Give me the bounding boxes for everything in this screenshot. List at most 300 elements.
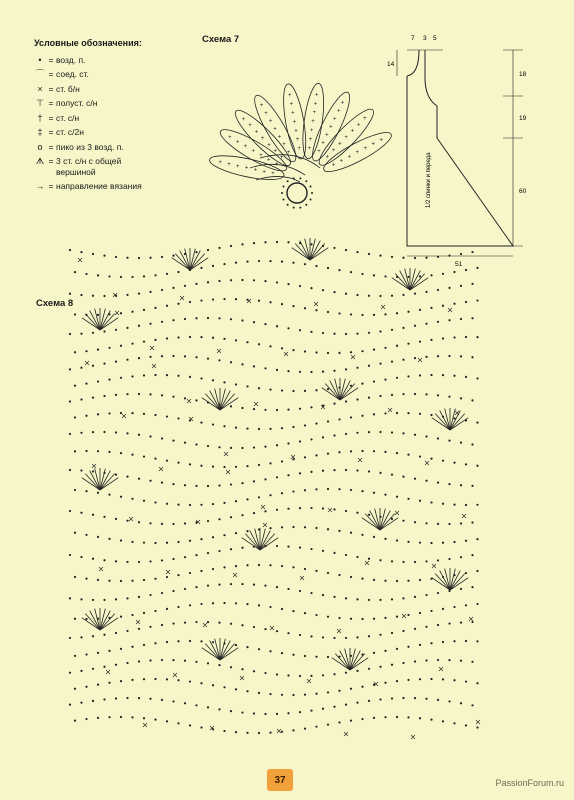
- scheme8-dot: [184, 702, 186, 704]
- scheme8-dot: [85, 383, 87, 385]
- scheme8-dot: [437, 289, 439, 291]
- scheme8-dot: [402, 359, 404, 361]
- scheme8-dot: [230, 548, 232, 550]
- scheme8-dot: [453, 679, 455, 681]
- scheme8-dot: [356, 598, 358, 600]
- scheme7-stitch-mark: +: [311, 119, 315, 126]
- scheme8-dot: [149, 257, 151, 259]
- scheme8-dot: [103, 255, 105, 257]
- scheme8-dot: [212, 265, 214, 267]
- scheme8-dot: [189, 724, 191, 726]
- scheme8-dot: [322, 289, 324, 291]
- scheme8-dot: [402, 630, 404, 632]
- scheme8-dot: [177, 271, 179, 273]
- scheme8-dot: [396, 496, 398, 498]
- scheme8-dot: [161, 289, 163, 291]
- scheme8-dot: [264, 323, 266, 325]
- scheme8-dot: [200, 465, 202, 467]
- scheme8-dot: [230, 483, 232, 485]
- legend-item-chain: [34, 55, 144, 66]
- scheme8-dot: [195, 317, 197, 319]
- scheme8-dot: [103, 431, 105, 433]
- scheme8-dot: [379, 599, 381, 601]
- scheme8-dot: [120, 276, 122, 278]
- scheme8-dot: [414, 596, 416, 598]
- scheme8-dot: [361, 350, 363, 352]
- scheme8-dot: [143, 542, 145, 544]
- scheme8-dot: [69, 469, 71, 471]
- scheme8-dot: [322, 470, 324, 472]
- scheme8-dot: [442, 720, 444, 722]
- scheme8-dot: [425, 698, 427, 700]
- scheme8-dot: [184, 318, 186, 320]
- scheme8-dot: [287, 408, 289, 410]
- scheme8-dot: [281, 731, 283, 733]
- scheme8-dot: [253, 242, 255, 244]
- scheme8-dot: [258, 564, 260, 566]
- scheme8-dot: [345, 249, 347, 251]
- scheme8-dot: [333, 673, 335, 675]
- scheme8-dot: [230, 447, 232, 449]
- scheme8-dot: [120, 716, 122, 718]
- scheme8-dot: [177, 303, 179, 305]
- scheme8-dot: [189, 604, 191, 606]
- scheme8-dot: [172, 483, 174, 485]
- scheme7-stitch-mark: +: [331, 162, 336, 169]
- scheme8-dot: [460, 318, 462, 320]
- scheme8-dot: [230, 623, 232, 625]
- scheme8-dot: [310, 243, 312, 245]
- scheme8-dot: [80, 432, 82, 434]
- scheme8-dot: [292, 694, 294, 696]
- scheme8-dot: [207, 706, 209, 708]
- scheme7-ring-dot: [287, 204, 289, 206]
- scheme8-dot: [74, 351, 76, 353]
- scheme8-dot: [356, 702, 358, 704]
- scheme8-dot: [430, 610, 432, 612]
- scheme8-dot: [304, 307, 306, 309]
- scheme8-dot: [442, 460, 444, 462]
- scheme8-dot: [115, 394, 117, 396]
- scheme7-ring-dot: [305, 204, 307, 206]
- scheme8-dot: [172, 255, 174, 257]
- scheme8-dot: [131, 541, 133, 543]
- scheme8-dot: [315, 265, 317, 267]
- scheme8-dot: [281, 460, 283, 462]
- scheme8-dot: [350, 576, 352, 578]
- scheme8-dot: [419, 500, 421, 502]
- scheme7-stitch-mark: +: [248, 123, 252, 130]
- scheme8-dot: [338, 269, 340, 271]
- scheme8-dot: [143, 579, 145, 581]
- scheme8-dot: [373, 349, 375, 351]
- scheme8-dot: [258, 692, 260, 694]
- scheme7-stitch-mark: +: [339, 158, 344, 165]
- scheme8-dot: [246, 260, 248, 262]
- scheme8-dot: [373, 492, 375, 494]
- scheme8-dot: [327, 616, 329, 618]
- scheme8-dot: [315, 309, 317, 311]
- scheme8-dot: [304, 568, 306, 570]
- scheme8-dot: [292, 349, 294, 351]
- scheme8-dot: [448, 659, 450, 661]
- scheme7-stitch-mark: +: [235, 139, 240, 146]
- scheme8-dot: [407, 580, 409, 582]
- scheme8-dot: [149, 480, 151, 482]
- scheme8-dot: [161, 699, 163, 701]
- scheme8-dot: [207, 485, 209, 487]
- scheme8-dot: [74, 489, 76, 491]
- scheme8-dot: [195, 661, 197, 663]
- scheme8-dot: [264, 446, 266, 448]
- scheme8-dot: [138, 325, 140, 327]
- legend-item-direction: [34, 181, 144, 192]
- scheme8-dot: [333, 291, 335, 293]
- scheme8-dot: [437, 355, 439, 357]
- scheme8-dot: [345, 469, 347, 471]
- scheme8-dot: [172, 659, 174, 661]
- scheme8-dot: [161, 437, 163, 439]
- scheme8-dot: [241, 279, 243, 281]
- scheme8-dot: [195, 554, 197, 556]
- scheme8-dot: [368, 635, 370, 637]
- scheme7-stitch-mark: +: [297, 145, 301, 152]
- scheme8-dot: [166, 374, 168, 376]
- scheme8-dot: [241, 407, 243, 409]
- scheme7-stitch-mark: +: [274, 161, 279, 168]
- scheme8-dot: [384, 538, 386, 540]
- scheme8-dot: [453, 375, 455, 377]
- scheme8-dot: [396, 716, 398, 718]
- scheme8-dot: [281, 608, 283, 610]
- scheme7-ring-dot: [305, 180, 307, 182]
- scheme8-dot: [419, 455, 421, 457]
- scheme8-dot: [230, 710, 232, 712]
- scheme8-dot: [241, 514, 243, 516]
- scheme8-dot: [246, 465, 248, 467]
- scheme8-dot: [350, 351, 352, 353]
- scheme8-dot: [299, 371, 301, 373]
- scheme8-dot: [310, 507, 312, 509]
- scheme8-dot: [350, 489, 352, 491]
- scheme7-stitch-mark: +: [277, 134, 282, 141]
- scheme8-dot: [115, 664, 117, 666]
- scheme8-dot: [85, 350, 87, 352]
- scheme8-dot: [361, 578, 363, 580]
- scheme8-dot: [327, 488, 329, 490]
- scheme8-dot: [402, 327, 404, 329]
- scheme8-dot: [235, 688, 237, 690]
- scheme7-stitch-mark: +: [336, 108, 341, 115]
- scheme8-dot: [310, 548, 312, 550]
- scheme8-dot: [207, 445, 209, 447]
- scheme8-dot: [430, 307, 432, 309]
- scheme8-dot: [419, 579, 421, 581]
- scheme8-dot: [161, 559, 163, 561]
- scheme8-dot: [138, 478, 140, 480]
- scheme8-dot: [97, 349, 99, 351]
- pattern-right-label-60: 60: [519, 188, 527, 195]
- legend: [34, 38, 144, 196]
- scheme8-dot: [126, 597, 128, 599]
- scheme8-dot: [391, 295, 393, 297]
- scheme8-dot: [361, 273, 363, 275]
- scheme8-dot: [333, 333, 335, 335]
- legend-item-text: пико из 3 возд. п.: [56, 141, 124, 152]
- scheme8-dot: [120, 539, 122, 541]
- scheme8-dot: [419, 275, 421, 277]
- scheme8-dot: [281, 652, 283, 654]
- scheme8-dot: [172, 523, 174, 525]
- scheme8-dot: [92, 599, 94, 601]
- scheme8-dot: [396, 412, 398, 414]
- scheme8-dot: [430, 678, 432, 680]
- scheme8-dot: [350, 271, 352, 273]
- scheme8-dot: [154, 578, 156, 580]
- scheme8-dot: [448, 700, 450, 702]
- scheme8-dot: [396, 616, 398, 618]
- scheme8-dot: [92, 365, 94, 367]
- scheme8-dot: [391, 431, 393, 433]
- scheme8-dot: [281, 526, 283, 528]
- scheme8-dot: [361, 314, 363, 316]
- scheme8-dot: [258, 387, 260, 389]
- scheme8-dot: [69, 597, 71, 599]
- scheme8-dot: [471, 485, 473, 487]
- scheme8-dot: [103, 295, 105, 297]
- scheme8-dot: [246, 690, 248, 692]
- scheme8-dot: [315, 570, 317, 572]
- scheme8-dot: [437, 321, 439, 323]
- scheme8-dot: [453, 606, 455, 608]
- scheme8-dot: [189, 301, 191, 303]
- scheme8-dot: [292, 654, 294, 656]
- scheme8-dot: [172, 355, 174, 357]
- scheme8-dot: [281, 694, 283, 696]
- scheme8-dot: [69, 672, 71, 674]
- scheme8-dot: [379, 363, 381, 365]
- scheme8-dot: [299, 675, 301, 677]
- scheme8-dot: [138, 628, 140, 630]
- scheme8-dot: [407, 343, 409, 345]
- scheme8-dot: [85, 718, 87, 720]
- scheme8-dot: [253, 408, 255, 410]
- scheme8-dot: [154, 307, 156, 309]
- scheme7-stitch-mark: +: [227, 161, 231, 168]
- scheme8-dot: [149, 356, 151, 358]
- scheme8-dot: [304, 263, 306, 265]
- scheme8-dot: [189, 376, 191, 378]
- scheme8-dot: [241, 668, 243, 670]
- half-double-crochet-icon: ⊤: [36, 98, 44, 108]
- scheme8-dot: [138, 357, 140, 359]
- scheme8-dot: [396, 539, 398, 541]
- scheme8-dot: [453, 722, 455, 724]
- single-crochet-cross-icon: ×: [37, 83, 43, 94]
- scheme7-stitch-mark: +: [317, 148, 321, 155]
- scheme7-ring-dot: [310, 199, 312, 201]
- scheme8-dot: [460, 253, 462, 255]
- scheme7-stitch-mark: +: [228, 134, 232, 141]
- scheme8-dot: [338, 352, 340, 354]
- scheme8-dot: [419, 612, 421, 614]
- scheme8-dot: [368, 599, 370, 601]
- scheme8-dot: [172, 558, 174, 560]
- scheme8-dot: [391, 256, 393, 258]
- scheme8-dot: [465, 724, 467, 726]
- scheme8-dot: [138, 393, 140, 395]
- cluster-three-dc-icon: ᗑ: [35, 156, 45, 166]
- scheme8-dot: [310, 592, 312, 594]
- scheme8-dot: [437, 394, 439, 396]
- scheme8-dot: [74, 416, 76, 418]
- scheme8-dot: [407, 646, 409, 648]
- scheme7-stitch-mark: +: [286, 149, 291, 156]
- scheme8-dot: [402, 662, 404, 664]
- scheme8-dot: [471, 554, 473, 556]
- scheme7-stitch-mark: +: [254, 129, 259, 136]
- scheme8-dot: [264, 280, 266, 282]
- scheme8-dot: [177, 606, 179, 608]
- scheme8-dot: [327, 528, 329, 530]
- scheme7-stitch-mark: +: [340, 100, 345, 107]
- scheme8-dot: [97, 717, 99, 719]
- scheme8-dot: [154, 501, 156, 503]
- scheme8-dot: [460, 556, 462, 558]
- scheme7-ring-dot: [281, 192, 283, 194]
- scheme8-dot: [407, 541, 409, 543]
- scheme8-dot: [299, 546, 301, 548]
- scheme8-dot: [212, 536, 214, 538]
- scheme8-dot: [402, 520, 404, 522]
- scheme8-dot: [120, 648, 122, 650]
- scheme8-dot: [350, 720, 352, 722]
- scheme8-dot: [379, 395, 381, 397]
- scheme8-dot: [253, 670, 255, 672]
- scheme8-dot: [471, 356, 473, 358]
- scheme8-dot: [264, 510, 266, 512]
- scheme8-dot: [85, 490, 87, 492]
- scheme8-dot: [184, 522, 186, 524]
- scheme8-dot: [471, 521, 473, 523]
- scheme8-dot: [276, 325, 278, 327]
- scheme8-dot: [131, 614, 133, 616]
- scheme8-dot: [465, 463, 467, 465]
- legend-item-hdc: [34, 98, 144, 109]
- legend-item-cluster: [34, 156, 144, 177]
- scheme8-dot: [149, 698, 151, 700]
- scheme7-ring-dot: [310, 185, 312, 187]
- scheme8-dot: [166, 305, 168, 307]
- scheme8-dot: [476, 538, 478, 540]
- scheme8-dot: [414, 697, 416, 699]
- scheme8-dot: [172, 287, 174, 289]
- scheme8-dot: [281, 261, 283, 263]
- scheme8-dot: [200, 504, 202, 506]
- scheme7-stitch-mark: +: [243, 143, 248, 150]
- scheme8-dot: [253, 626, 255, 628]
- scheme8-dot: [264, 241, 266, 243]
- scheme8-dot: [430, 542, 432, 544]
- scheme8-dot: [304, 390, 306, 392]
- scheme8-dot: [476, 465, 478, 467]
- scheme8-dot: [138, 660, 140, 662]
- scheme8-dot: [80, 598, 82, 600]
- scheme8-dot: [276, 673, 278, 675]
- scheme8-dot: [476, 421, 478, 423]
- scheme8-dot: [97, 413, 99, 415]
- scheme8-dot: [476, 504, 478, 506]
- scheme8-dot: [471, 704, 473, 706]
- scheme8-dot: [195, 704, 197, 706]
- scheme8-dot: [189, 463, 191, 465]
- scheme8-dot: [223, 381, 225, 383]
- scheme8-dot: [253, 712, 255, 714]
- scheme8-dot: [407, 614, 409, 616]
- scheme8-dot: [391, 560, 393, 562]
- scheme8-single-crochets: [78, 258, 480, 739]
- scheme8-dot: [269, 301, 271, 303]
- scheme8-dot: [149, 626, 151, 628]
- scheme8-dot: [223, 602, 225, 604]
- scheme8-dot: [195, 586, 197, 588]
- scheme8-dot: [373, 450, 375, 452]
- scheme8-dot: [115, 632, 117, 634]
- scheme8-dot: [322, 674, 324, 676]
- scheme8-dot: [269, 564, 271, 566]
- scheme8-dot: [143, 275, 145, 277]
- scheme8-dot: [85, 273, 87, 275]
- scheme8-dot: [356, 670, 358, 672]
- scheme8-dot: [200, 640, 202, 642]
- scheme8-dot: [476, 603, 478, 605]
- scheme8-dot: [287, 283, 289, 285]
- scheme8-dot: [315, 488, 317, 490]
- scheme8-dot: [338, 418, 340, 420]
- scheme8-dot: [304, 728, 306, 730]
- scheme8-dot: [184, 355, 186, 357]
- scheme8-dot: [327, 267, 329, 269]
- scheme8-dot: [235, 731, 237, 733]
- scheme8-dot: [333, 469, 335, 471]
- scheme8-dot: [143, 717, 145, 719]
- scheme8-dot: [391, 360, 393, 362]
- scheme8-dot: [384, 650, 386, 652]
- scheme8-dot: [161, 256, 163, 258]
- scheme8-dot: [437, 481, 439, 483]
- scheme8-dot: [235, 602, 237, 604]
- scheme8-dot: [74, 688, 76, 690]
- scheme8-dot: [223, 566, 225, 568]
- scheme8-dot: [223, 730, 225, 732]
- scheme8-dot: [368, 431, 370, 433]
- scheme8-dot: [230, 583, 232, 585]
- scheme8-dot: [120, 312, 122, 314]
- scheme8-dot: [264, 628, 266, 630]
- scheme8-dot: [138, 561, 140, 563]
- scheme8-dot: [442, 273, 444, 275]
- scheme8-dot: [373, 380, 375, 382]
- scheme8-dot: [350, 450, 352, 452]
- scheme8-dot: [315, 454, 317, 456]
- scheme8-dot: [373, 717, 375, 719]
- scheme8-dot: [103, 634, 105, 636]
- scheme8-dot: [460, 355, 462, 357]
- scheme8-dot: [315, 422, 317, 424]
- scheme8-dot: [396, 648, 398, 650]
- scheme8-dot: [414, 521, 416, 523]
- scheme8-dot: [465, 540, 467, 542]
